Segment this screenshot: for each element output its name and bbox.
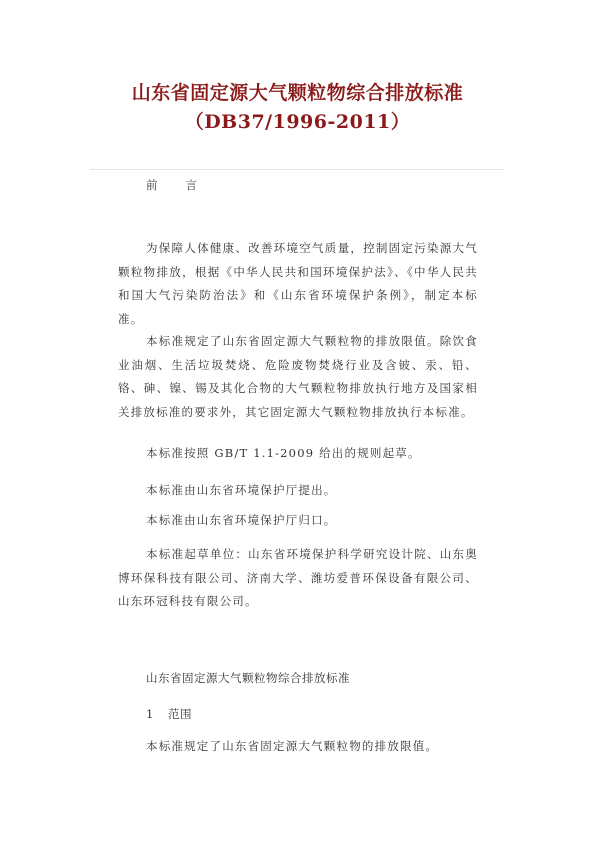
section-text: 本标准规定了山东省固定源大气颗粒物的排放限值。	[146, 739, 439, 753]
preface-paragraph: 为保障人体健康、改善环境空气质量，控制固定污染源大气颗粒物排放，根据《中华人民共和国环境保护法》、《中华人民共和国大气污染防治法》和《山东省环境保护条例》，制定本标准。	[118, 241, 478, 326]
preface-paragraph: 本标准按照 GB/T 1.1-2009 给出的规则起草。	[146, 446, 421, 460]
section-heading	[146, 706, 192, 722]
standard-code: （DB37/1996-2011）	[184, 111, 411, 133]
preface-paragraph: 本标准由山东省环境保护厅归口。	[146, 513, 337, 527]
preface-heading	[146, 177, 197, 193]
preface-heading-char-1: 前	[146, 178, 158, 192]
divider	[90, 169, 505, 170]
preface-paragraph: 本标准起草单位：山东省环境保护科学研究设计院、山东奥博环保科技有限公司、济南大学、潍坊爱普环保设备有限公司、山东环冠科技有限公司。	[118, 547, 478, 609]
section-title: 范围	[168, 707, 192, 721]
section-number: 1	[146, 707, 154, 721]
body-title: 山东省固定源大气颗粒物综合排放标准	[146, 671, 350, 685]
document-title: 山东省固定源大气颗粒物综合排放标准	[131, 82, 464, 104]
preface-paragraph: 本标准由山东省环境保护厅提出。	[146, 483, 337, 497]
preface-paragraph: 本标准规定了山东省固定源大气颗粒物的排放限值。除饮食业油烟、生活垃圾焚烧、危险废物焚烧行业及含铍、汞、铅、铬、砷、镍、锡及其化合物的大气颗粒物排放执行地方及国家相关排放标准的要求外，其它固定源大气颗粒物排放执行本标准。	[118, 334, 478, 419]
preface-heading-char-2: 言	[185, 178, 197, 192]
